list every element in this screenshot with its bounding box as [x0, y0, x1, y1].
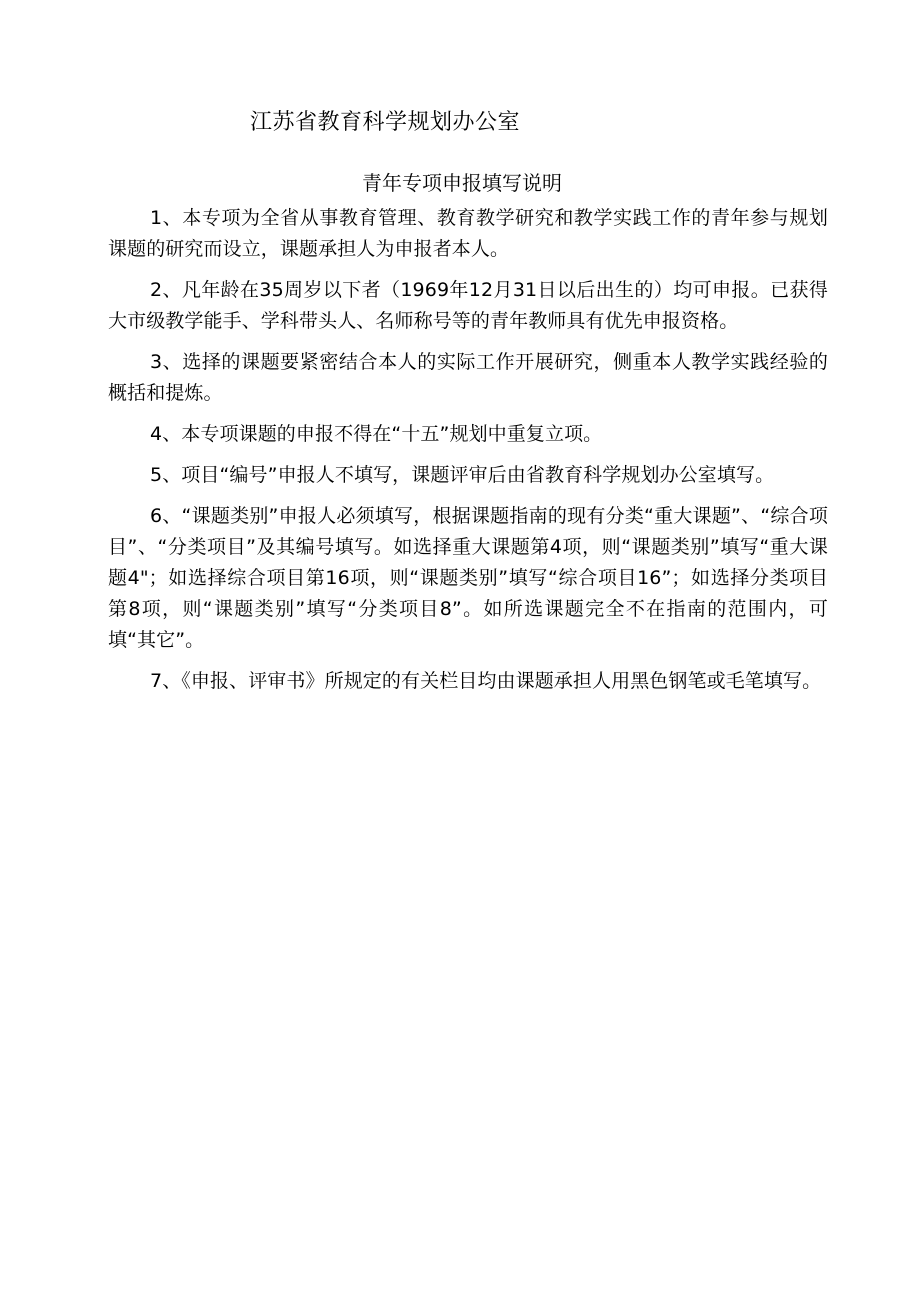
instruction-paragraph-7: 7、《申报、评审书》所规定的有关栏目均由课题承担人用黑色钢笔或毛笔填写。: [150, 670, 822, 692]
document-title: 青年专项申报填写说明: [362, 171, 562, 195]
instructions-body: [108, 203, 828, 707]
instruction-paragraph-3: 3、选择的课题要紧密结合本人的实际工作开展研究，侧重本人教学实践经验的概括和提炼。: [108, 351, 828, 404]
instruction-paragraph-4: 4、本专项课题的申报不得在“十五”规划中重复立项。: [150, 423, 603, 445]
instruction-paragraph-5: 5、项目“编号”申报人不填写，课题评审后由省教育科学规划办公室填写。: [150, 464, 775, 486]
instruction-paragraph-2: 2、凡年龄在35周岁以下者（1969年12月31日以后出生的）均可申报。已获得大市级教学能手、学科带头人、名师称号等的青年教师具有优先申报资格。: [108, 279, 828, 332]
instruction-paragraph-1: 1、本专项为全省从事教育管理、教育教学研究和教学实践工作的青年参与规划课题的研究而设立，课题承担人为申报者本人。: [108, 207, 828, 260]
office-title: 江苏省教育科学规划办公室: [250, 110, 521, 135]
instruction-paragraph-6: 6、“课题类别”申报人必须填写，根据课题指南的现有分类“重大课题”、“综合项目”、“分类项目”及其编号填写。如选择重大课题第4项，则“课题类别”填写“重大课题4"；如选择综合项目第16项，则“课题类别”填写“综合项目16”；如选择分类项目第8项，则“课题类别”填写“分类项目8”。如所选课题完全不在指南的范围内，可填“其它”。: [108, 505, 828, 651]
